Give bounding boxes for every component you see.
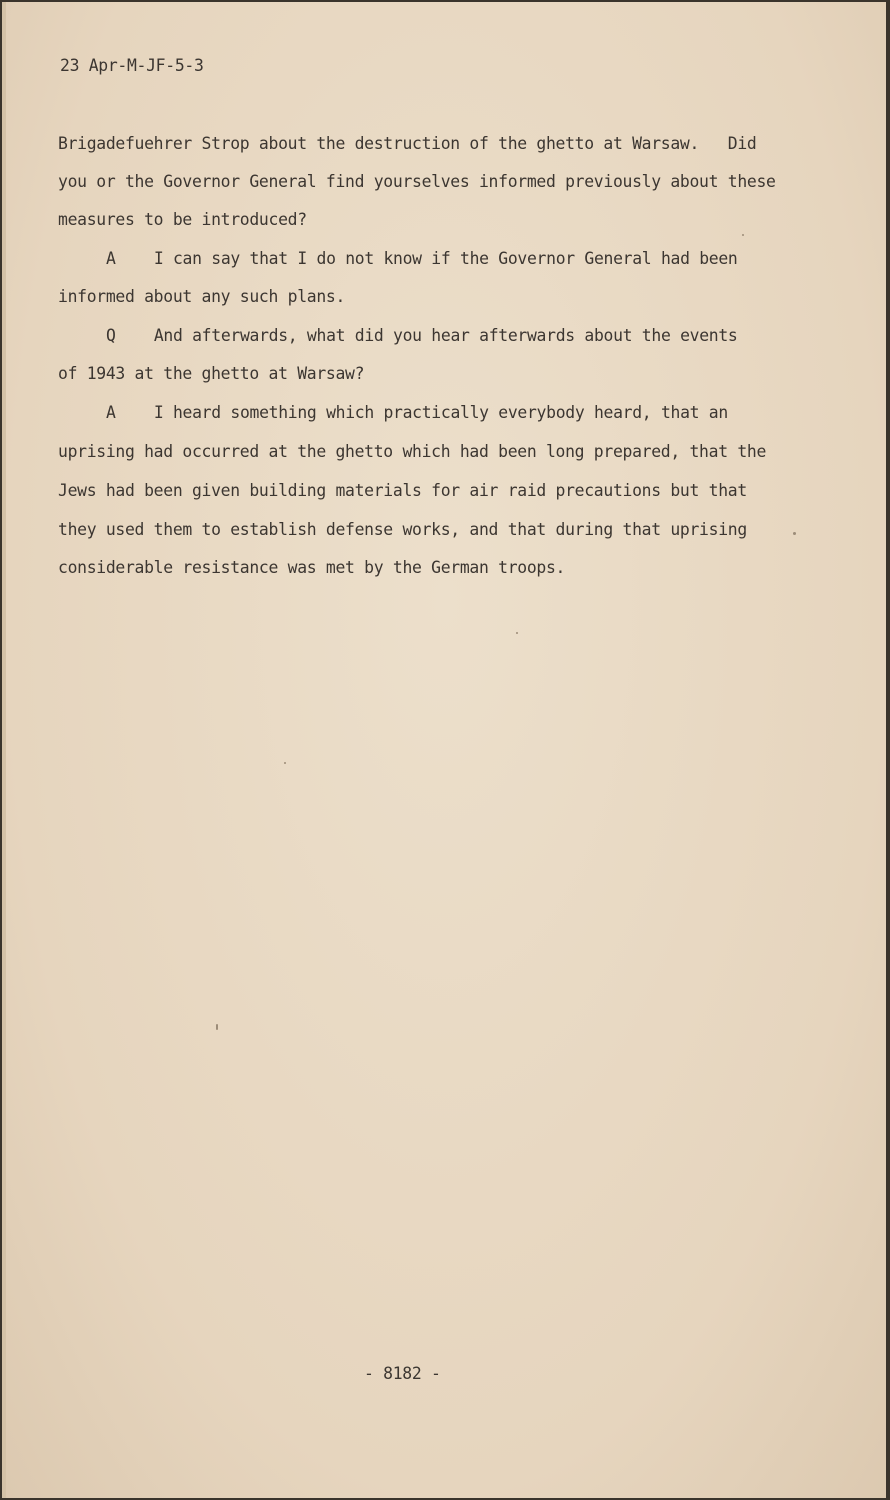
text-line-12: considerable resistance was met by the German troops. [58,558,566,577]
page-number: - 8182 - [364,1364,441,1383]
document-reference: 23 Apr-M-JF-5-3 [60,56,204,75]
text-line-9: uprising had occurred at the ghetto which had been long prepared, that the [58,442,767,461]
text-line-3: measures to be introduced? [58,210,307,229]
answer-line-1: A I can say that I do not know if the Governor General had been [106,249,738,268]
text-line-10: Jews had been given building materials for air raid precautions but that [58,481,747,500]
text-line-5: informed about any such plans. [58,287,346,306]
text-line-11: they used them to establish defense works, and that during that uprising [58,520,747,539]
paper-speck [216,1024,218,1030]
paper-speck [793,532,796,535]
text-line-1: Brigadefuehrer Strop about the destruction of the ghetto at Warsaw. Did [58,134,757,153]
paper-speck [742,234,744,236]
paper-speck [284,762,286,764]
text-line-7: of 1943 at the ghetto at Warsaw? [58,364,365,383]
answer-line-2: A I heard something which practically everybody heard, that an [106,403,728,422]
transcript-page [2,2,886,1498]
question-line-1: Q And afterwards, what did you hear afterwards about the events [106,326,738,345]
text-line-2: you or the Governor General find yourselves informed previously about these [58,172,776,191]
paper-speck [516,632,518,634]
